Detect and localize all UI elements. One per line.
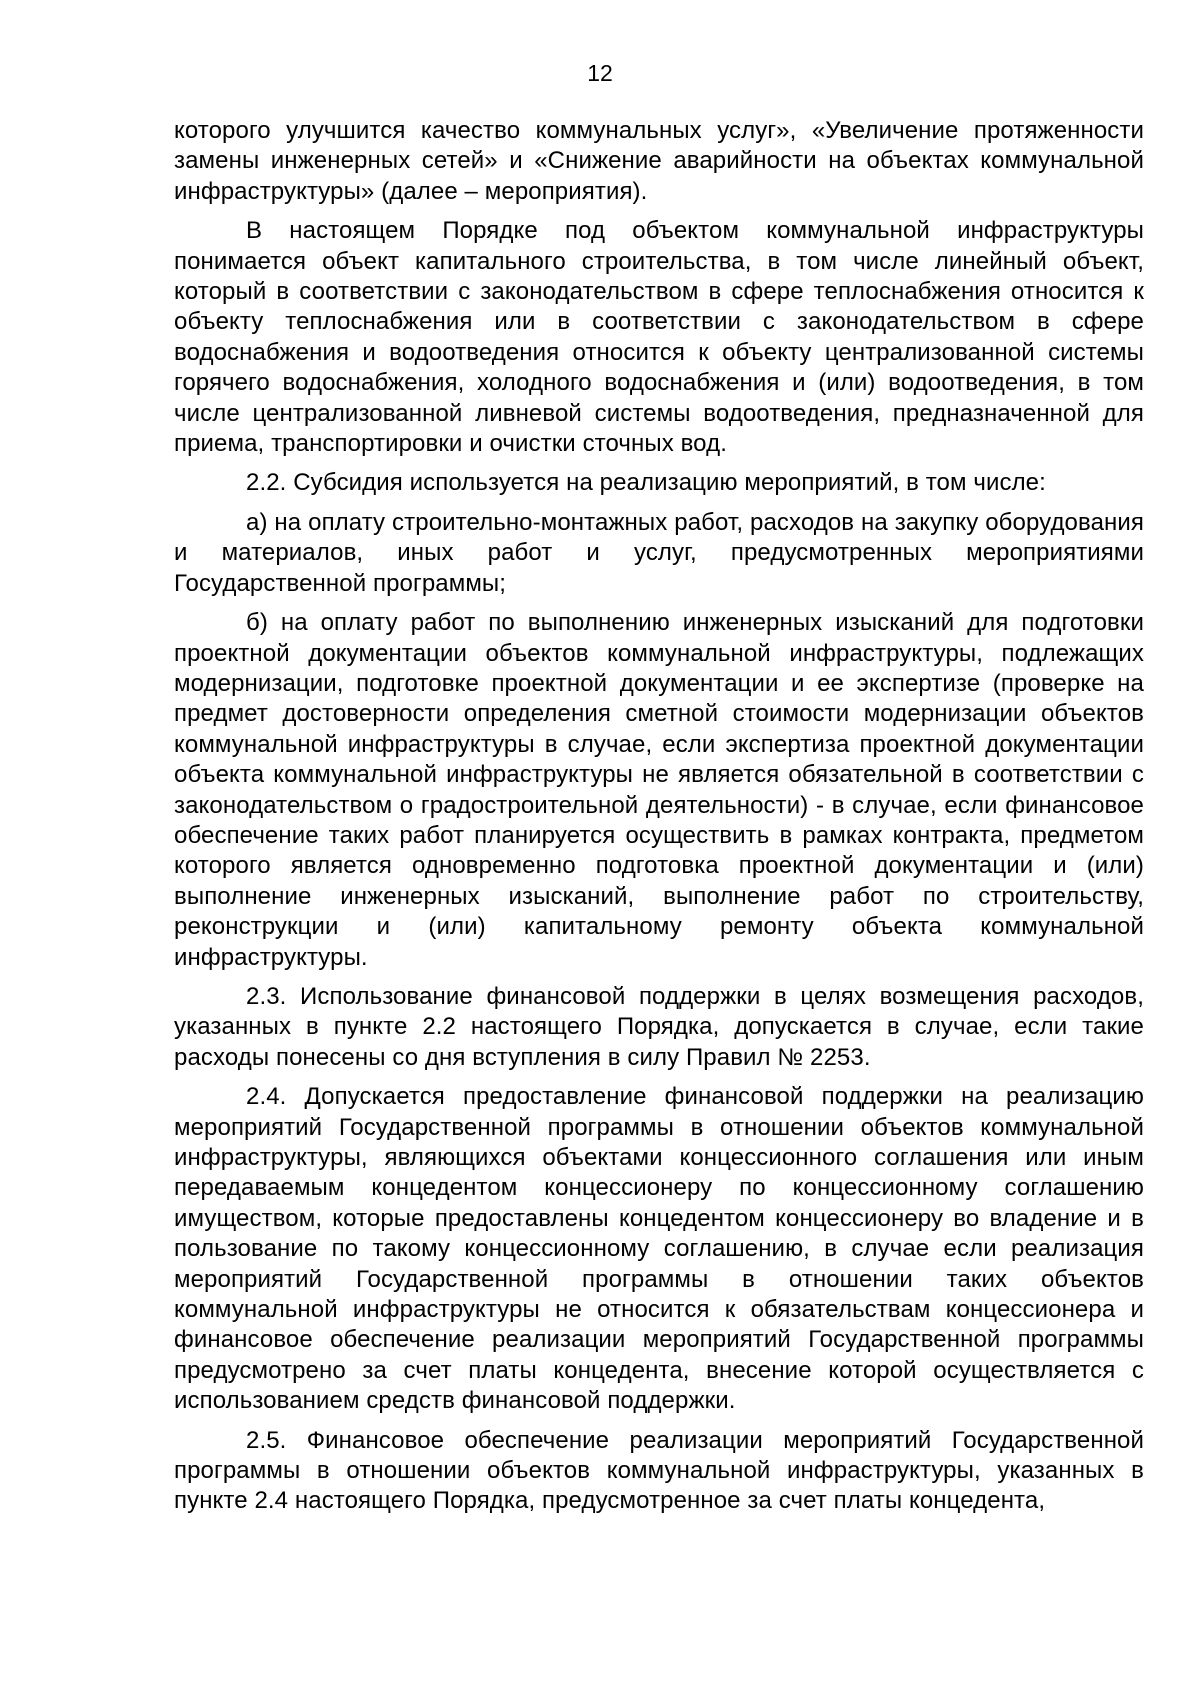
- document-body: [174, 116, 1144, 1526]
- paragraph-2-2-a: а) на оплату строительно-монтажных работ, расходов на закупку оборудования и материалов, иных работ и услуг, предусмотренных мероприятиями Государственной программы;: [174, 508, 1144, 597]
- paragraph-2-4: 2.4. Допускается предоставление финансовой поддержки на реализацию мероприятий Государственной программы в отношении объектов коммунальной инфраструктуры, являющихся объектами концессионного соглашения или иным передаваемым концедентом концессионеру по концессионному соглашению имуществом, которые предоставлены концедентом концессионеру во владение и в пользование по такому концессионному соглашению, в случае если реализация мероприятий Государственной программы в отношении таких объектов коммунальной инфраструктуры не относится к обязательствам концессионера и финансовое обеспечение реализации мероприятий Государственной программы предусмотрено за счет платы концедента, внесение которой осуществляется с использованием средств финансовой поддержки.: [174, 1083, 1144, 1415]
- paragraph-definition: В настоящем Порядке под объектом коммунальной инфраструктуры понимается объект капитального строительства, в том числе линейный объект, который в соответствии с законодательством в сфере теплоснабжения относится к объекту теплоснабжения или в соответствии с законодательством в сфере водоснабжения и водоотведения относится к объекту централизованной системы горячего водоснабжения, холодного водоснабжения и (или) водоотведения, в том числе централизованной ливневой системы водоотведения, предназначенной для приема, транспортировки и очистки сточных вод.: [174, 217, 1144, 458]
- paragraph-2-3: 2.3. Использование финансовой поддержки в целях возмещения расходов, указанных в пункте 2.2 настоящего Порядка, допускается в случае, если такие расходы понесены со дня вступления в силу Правил № 2253.: [174, 982, 1144, 1071]
- paragraph-continuation: которого улучшится качество коммунальных услуг», «Увеличение протяженности замены инженерных сетей» и «Снижение аварийности на объектах коммунальной инфраструктуры» (далее – мероприятия).: [174, 117, 1144, 205]
- page-number: 12: [587, 60, 613, 86]
- paragraph-2-2: 2.2. Субсидия используется на реализацию мероприятий, в том числе:: [246, 469, 1046, 497]
- paragraph-2-2-b: б) на оплату работ по выполнению инженерных изысканий для подготовки проектной документации объектов коммунальной инфраструктуры, подлежащих модернизации, подготовке проектной документации и ее экспертизе (проверке на предмет достоверности определения сметной стоимости модернизации объектов коммунальной инфраструктуры в случае, если экспертиза проектной документации объекта коммунальной инфраструктуры не является обязательной в соответствии с законодательством о градостроительной деятельности) - в случае, если финансовое обеспечение таких работ планируется осуществить в рамках контракта, предметом которого является одновременно подготовка проектной документации и (или) выполнение инженерных изысканий, выполнение работ по строительству, реконструкции и (или) капитальному ремонту объекта коммунальной инфраструктуры.: [174, 609, 1144, 971]
- paragraph-2-5: 2.5. Финансовое обеспечение реализации мероприятий Государственной программы в отношении объектов коммунальной инфраструктуры, указанных в пункте 2.4 настоящего Порядка, предусмотренное за счет платы концедента,: [174, 1426, 1144, 1515]
